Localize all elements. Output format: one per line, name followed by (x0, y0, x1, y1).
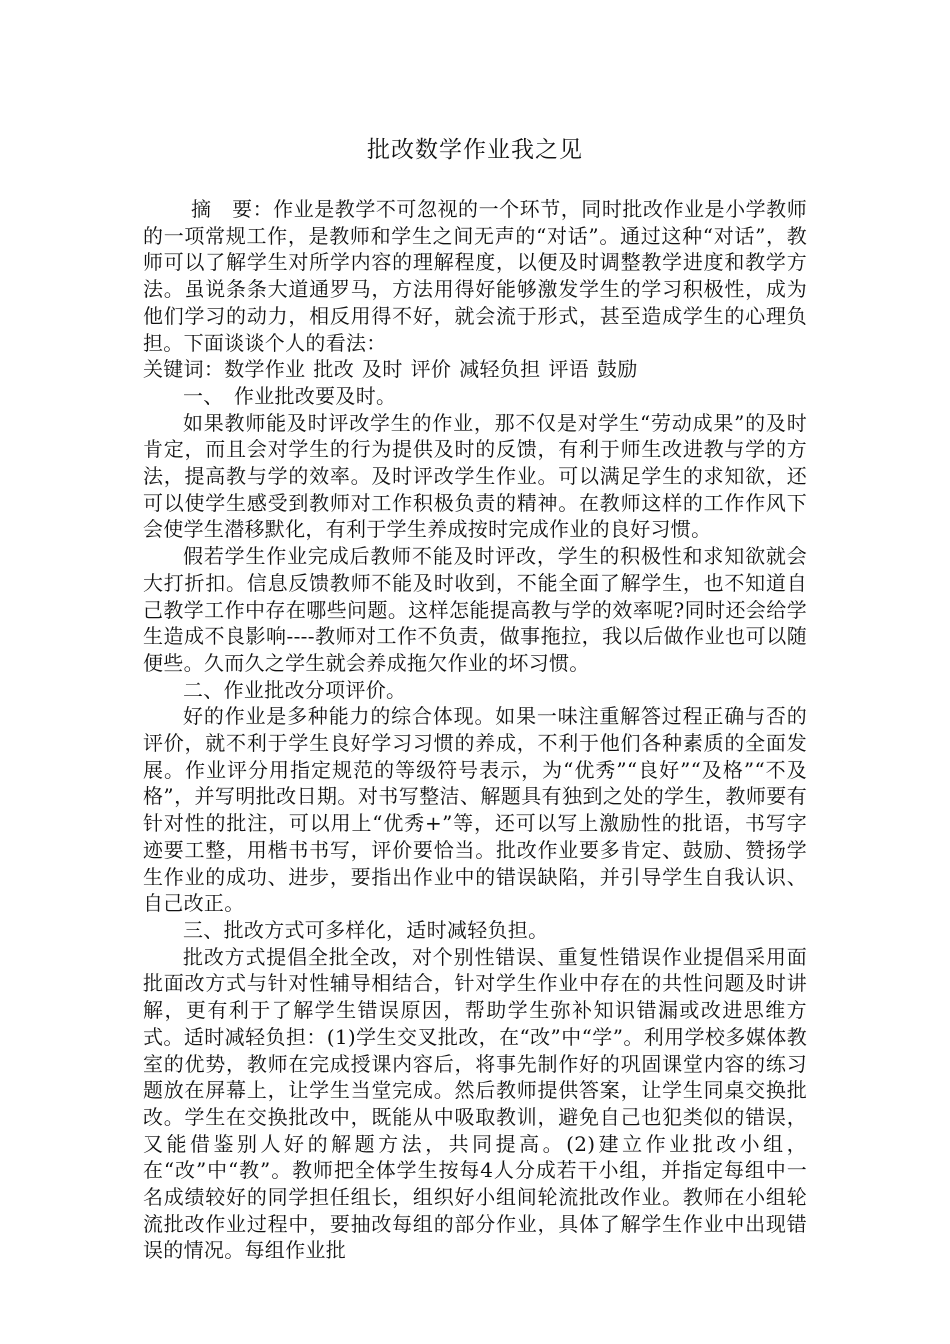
abstract-paragraph: 摘 要：作业是教学不可忽视的一个环节，同时批改作业是小学教师的一项常规工作，是教师和学生之间无声的“对话”。通过这种“对话”，教师可以了解学生对所学内容的理解程度，以便及时调整教学进度和教学方法。虽说条条大道通罗马，方法用得好能够激发学生的学习积极性，成为他们学习的动力，相反用得不好，就会流于形式，甚至造成学生的心理负担。下面谈谈个人的看法： (143, 197, 807, 355)
document-body (143, 196, 807, 1264)
section-1-paragraph-1: 如果教师能及时评改学生的作业，那不仅是对学生“劳动成果”的及时肯定，而且会对学生的行为提供及时的反馈，有利于师生改进教与学的方法，提高教与学的效率。及时评改学生作业。可以满足学生的求知欲，还可以使学生感受到教师对工作积极负责的精神。在教师这样的工作作风下会使学生潜移默化，有利于学生养成按时完成作业的良好习惯。 (143, 410, 807, 542)
section-heading-1: 一、 作业批改要及时。 (183, 383, 397, 408)
keywords-label: 关键词： (143, 357, 225, 382)
keyword: 减轻负担 (459, 357, 541, 382)
keyword: 评价 (410, 357, 452, 382)
keyword: 评语 (548, 357, 590, 382)
section-heading-3: 三、批改方式可多样化，适时减轻负担。 (183, 917, 549, 942)
keyword: 鼓励 (597, 357, 638, 382)
section-heading-2: 二、作业批改分项评价。 (183, 677, 407, 702)
section-2-paragraph-1: 好的作业是多种能力的综合体现。如果一味注重解答过程正确与否的评价，就不利于学生良好学习习惯的养成，不利于他们各种素质的全面发展。作业评分用指定规范的等级符号表示，为“优秀”“良好”“及格”“不及格”，并写明批改日期。对书写整洁、解题具有独到之处的学生，教师要有针对性的批注，可以用上“优秀+”等，还可以写上激励性的批语，书写字迹要工整，用楷书书写，评价要恰当。批改作业要多肯定、鼓励、赞扬学生作业的成功、进步，要指出作业中的错误缺陷，并引导学生自我认识、自己改正。 (143, 704, 807, 916)
keyword: 数学作业 (224, 357, 306, 382)
section-1-paragraph-2: 假若学生作业完成后教师不能及时评改，学生的积极性和求知欲就会大打折扣。信息反馈教师不能及时收到，不能全面了解学生，也不知道自己教学工作中存在哪些问题。这样怎能提高教与学的效率呢?同时还会给学生造成不良影响----教师对工作不负责，做事拖拉，我以后做作业也可以随便些。久而久之学生就会养成拖欠作业的坏习惯。 (143, 544, 807, 675)
keyword: 及时 (362, 357, 403, 382)
keywords-line (143, 356, 807, 383)
document-title: 批改数学作业我之见 (367, 137, 583, 163)
section-3-paragraph-1: 批改方式提倡全批全改，对个别性错误、重复性错误作业提倡采用面批面改方式与针对性辅导相结合，针对学生作业中存在的共性问题及时讲解，更有利于了解学生错误原因，帮助学生弥补知识错漏或改进思维方式。适时减轻负担：(1)学生交叉批改，在“改”中“学”。利用学校多媒体教室的优势，教师在完成授课内容后，将事先制作好的巩固课堂内容的练习题放在屏幕上，让学生当堂完成。然后教师提供答案，让学生同桌交换批改。学生在交换批改中，既能从中吸取教训，避免自己也犯类似的错误，又能借鉴别人好的解题方法，共同提高。(2)建立作业批改小组，在“改”中“教”。教师把全体学生按每4人分成若干小组，并指定每组中一名成绩较好的同学担任组长，组织好小组间轮流批改作业。教师在小组轮流批改作业过程中，要抽改每组的部分作业，具体了解学生作业中出现错误的情况。每组作业批 (143, 944, 807, 1263)
keyword: 批改 (313, 357, 355, 382)
